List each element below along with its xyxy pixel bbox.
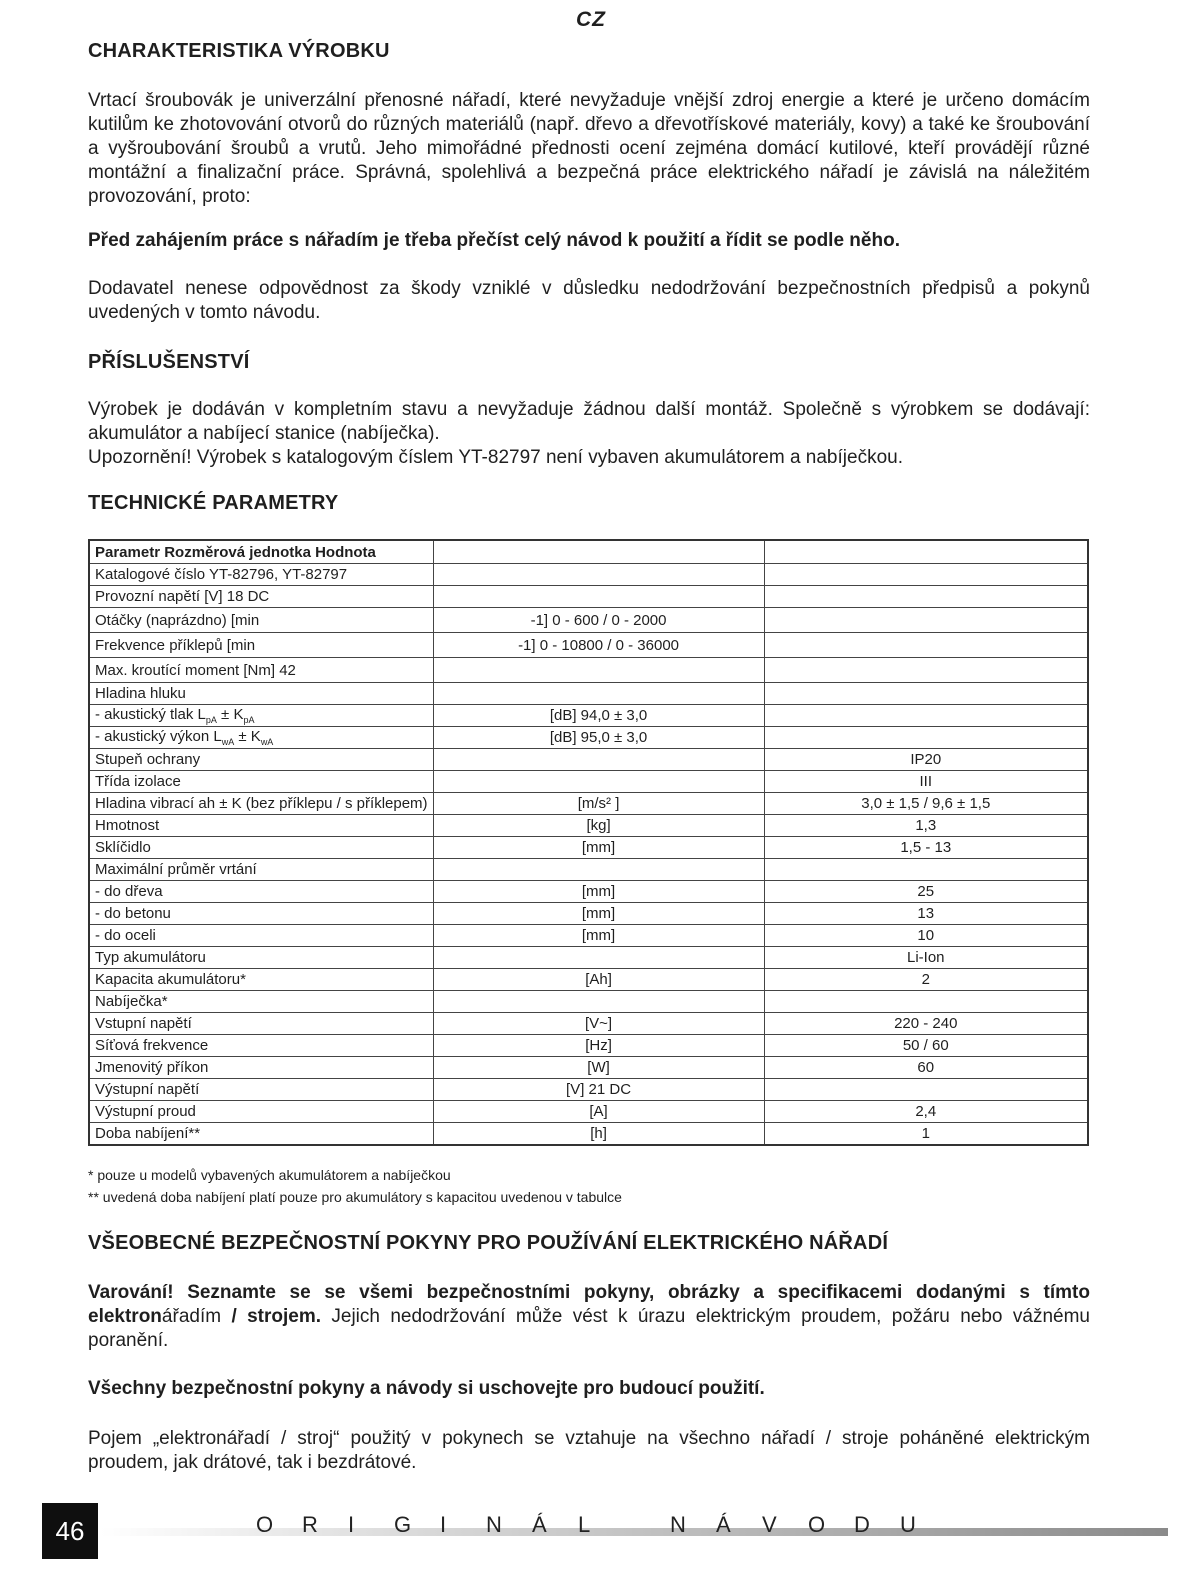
table-row	[89, 683, 1088, 705]
param-value-cell	[764, 658, 1088, 683]
table-header-row	[89, 540, 1088, 564]
param-name-cell: Typ akumulátoru	[89, 947, 433, 969]
table-row	[89, 925, 1088, 947]
param-name-cell: Otáčky (naprázdno) [min	[89, 608, 433, 633]
note-charging-time: ** uvedená doba nabíjení platí pouze pro akumulátory s kapacitou uvedenou v tabulce	[88, 1189, 622, 1205]
footer-title-letter: D	[854, 1512, 870, 1537]
table-row	[89, 1035, 1088, 1057]
note-charger: * pouze u modelů vybavených akumulátorem a nabíječkou	[88, 1167, 451, 1183]
param-value-cell: 25	[764, 881, 1088, 903]
param-value-cell: 220 - 240	[764, 1013, 1088, 1035]
param-unit-cell: [Ah]	[433, 969, 764, 991]
heading-safety: VŠEOBECNÉ BEZPEČNOSTNÍ POKYNY PRO POUŽÍVÁNÍ ELEKTRICKÉHO NÁŘADÍ	[88, 1232, 889, 1254]
table-row	[89, 1079, 1088, 1101]
footer-title-letter: I	[440, 1512, 447, 1537]
param-name-cell: Výstupní proud	[89, 1101, 433, 1123]
table-row	[89, 991, 1088, 1013]
param-name-cell: - do oceli	[89, 925, 433, 947]
table-row	[89, 658, 1088, 683]
table-row	[89, 881, 1088, 903]
main-content	[88, 40, 1090, 1475]
param-unit-cell: [h]	[433, 1123, 764, 1146]
param-value-cell: 2	[764, 969, 1088, 991]
footer-title-letter: R	[302, 1512, 318, 1537]
param-unit-cell: [mm]	[433, 903, 764, 925]
param-value-cell	[764, 991, 1088, 1013]
table-row	[89, 1057, 1088, 1079]
param-value-cell	[764, 586, 1088, 608]
param-unit-cell	[433, 947, 764, 969]
param-name-cell: Třída izolace	[89, 771, 433, 793]
param-name-cell: Frekvence příklepů [min	[89, 633, 433, 658]
footer-title-letter: Á	[532, 1512, 547, 1537]
footer-title-letter	[624, 1512, 670, 1538]
param-name-cell: Nabíječka*	[89, 991, 433, 1013]
paragraph-accessories-1: Výrobek je dodáván v kompletním stavu a nevyžaduje žádnou další montáž. Společně s výrobkem se dodávají: akumulátor a nabíjecí stanice (nabíječka).	[88, 399, 1090, 444]
param-name-cell: Vstupní napětí	[89, 1013, 433, 1035]
table-row	[89, 859, 1088, 881]
paragraph-supplier: Dodavatel nenese odpovědnost za škody vzniklé v důsledku nedodržování bezpečnostních předpisů a pokynů uvedených v tomto návodu.	[88, 278, 1090, 323]
table-row	[89, 947, 1088, 969]
param-value-cell	[764, 683, 1088, 705]
param-name-cell: Katalogové číslo YT-82796, YT-82797	[89, 564, 433, 586]
footer-title	[256, 1512, 946, 1538]
table-row	[89, 586, 1088, 608]
table-row	[89, 1101, 1088, 1123]
param-value-cell	[764, 564, 1088, 586]
param-unit-cell: [Hz]	[433, 1035, 764, 1057]
param-value-cell	[764, 608, 1088, 633]
safety-1-bold-b: / strojem.	[231, 1306, 322, 1327]
param-name-cell: Hmotnost	[89, 815, 433, 837]
footer-title-letter: L	[578, 1512, 591, 1537]
table-row	[89, 608, 1088, 633]
footer-title-letter: N	[670, 1512, 686, 1537]
paragraph-accessories-2: Upozornění! Výrobek s katalogovým číslem YT-82797 není vybaven akumulátorem a nabíječkou.	[88, 447, 903, 468]
footer-title-letter: O	[808, 1512, 826, 1537]
param-name-cell: Stupeň ochrany	[89, 749, 433, 771]
param-value-cell: 2,4	[764, 1101, 1088, 1123]
param-unit-cell	[433, 991, 764, 1013]
heading-accessories: PŘÍSLUŠENSTVÍ	[88, 351, 250, 373]
param-value-cell: 13	[764, 903, 1088, 925]
param-value-cell: 1	[764, 1123, 1088, 1146]
param-unit-cell: [A]	[433, 1101, 764, 1123]
param-name-cell: Sklíčidlo	[89, 837, 433, 859]
param-unit-cell: [m/s² ]	[433, 793, 764, 815]
safety-1-rest: Jejich nedodržování může vést k úrazu elektrickým proudem, požáru nebo vážnému poranění.	[88, 1306, 1090, 1351]
footer-title-letter: I	[348, 1512, 355, 1537]
param-name-cell: Jmenovitý příkon	[89, 1057, 433, 1079]
table-row	[89, 727, 1088, 749]
param-value-cell: 10	[764, 925, 1088, 947]
param-unit-cell: -1] 0 - 600 / 0 - 2000	[433, 608, 764, 633]
param-name-cell: Provozní napětí [V] 18 DC	[89, 586, 433, 608]
param-name-cell: - do dřeva	[89, 881, 433, 903]
table-header-cell: Parametr Rozměrová jednotka Hodnota	[89, 540, 433, 564]
table-notes	[88, 1164, 1090, 1208]
param-value-cell: 1,3	[764, 815, 1088, 837]
param-name-cell: - do betonu	[89, 903, 433, 925]
table-row	[89, 705, 1088, 727]
param-name-cell: Maximální průměr vrtání	[89, 859, 433, 881]
param-value-cell: III	[764, 771, 1088, 793]
accessories-block	[88, 398, 1090, 470]
param-unit-cell	[433, 586, 764, 608]
param-value-cell: 60	[764, 1057, 1088, 1079]
language-code: CZ	[576, 8, 606, 31]
param-unit-cell	[433, 749, 764, 771]
param-value-cell	[764, 727, 1088, 749]
table-row	[89, 969, 1088, 991]
table-row	[89, 633, 1088, 658]
param-name-cell: - akustický tlak $L_{pA} \pm K_{pA}$	[89, 705, 433, 727]
param-value-cell	[764, 633, 1088, 658]
param-name-cell: Max. kroutící moment [Nm] 42	[89, 658, 433, 683]
paragraph-warning: Před zahájením práce s nářadím je třeba přečíst celý návod k použití a řídit se podle něho.	[88, 230, 900, 251]
param-unit-cell: [W]	[433, 1057, 764, 1079]
paragraph-safety-2: Všechny bezpečnostní pokyny a návody si uschovejte pro budoucí použití.	[88, 1378, 765, 1399]
paragraph-safety-3: Pojem „elektronářadí / stroj“ použitý v pokynech se vztahuje na všechno nářadí / stroje poháněné elektrickým proudem, jak drátové, tak i bezdrátové.	[88, 1428, 1090, 1473]
heading-characteristics: CHARAKTERISTIKA VÝROBKU	[88, 40, 390, 62]
param-unit-cell: [V~]	[433, 1013, 764, 1035]
param-name-cell: Hladina vibrací ah ± K (bez příklepu / s příklepem)	[89, 793, 433, 815]
param-value-cell: 50 / 60	[764, 1035, 1088, 1057]
param-unit-cell: [kg]	[433, 815, 764, 837]
param-name-cell: Hladina hluku	[89, 683, 433, 705]
table-row	[89, 793, 1088, 815]
param-unit-cell: -1] 0 - 10800 / 0 - 36000	[433, 633, 764, 658]
param-unit-cell	[433, 771, 764, 793]
param-unit-cell: [mm]	[433, 925, 764, 947]
table-row	[89, 564, 1088, 586]
table-row	[89, 815, 1088, 837]
footer-title-letter: G	[394, 1512, 412, 1537]
param-unit-cell: [dB] 94,0 ± 3,0	[433, 705, 764, 727]
param-value-cell	[764, 1079, 1088, 1101]
table-row	[89, 771, 1088, 793]
param-unit-cell: [mm]	[433, 881, 764, 903]
parameters-table	[88, 539, 1089, 1146]
param-unit-cell	[433, 683, 764, 705]
table-cell	[764, 540, 1088, 564]
footer-title-letter: N	[486, 1512, 502, 1537]
safety-1-normal: ářadím	[161, 1306, 232, 1327]
param-value-cell: 1,5 - 13	[764, 837, 1088, 859]
param-value-cell: 3,0 ± 1,5 / 9,6 ± 1,5	[764, 793, 1088, 815]
heading-technical: TECHNICKÉ PARAMETRY	[88, 492, 339, 514]
footer-title-letter: U	[900, 1512, 916, 1537]
table-row	[89, 1123, 1088, 1146]
footer-title-letter: Á	[716, 1512, 731, 1537]
page-number: 46	[42, 1503, 98, 1559]
table-row	[89, 749, 1088, 771]
paragraph-safety-1	[88, 1281, 1090, 1353]
footer-title-letter: V	[762, 1512, 777, 1537]
param-name-cell: - akustický výkon $L_{wA} \pm K_{wA}$	[89, 727, 433, 749]
param-unit-cell: [mm]	[433, 837, 764, 859]
param-name-cell: Kapacita akumulátoru*	[89, 969, 433, 991]
paragraph-intro: Vrtací šroubovák je univerzální přenosné nářadí, které nevyžaduje vnější zdroj energie a které je určeno domácím kutilům ke zhotovování otvorů do různých materiálů (např. dřevo a dřevotřískové materiály, kovy) a také ke šroubování a vyšroubování šroubů a vrutů. Jeho mimořádné přednosti ocení zejména domácí kutilové, kteří provádějí různé montážní a finalizační práce. Správná, spolehlivá a bezpečná práce elektrického nářadí je závislá na náležitém provozování, proto:	[88, 90, 1090, 207]
param-value-cell	[764, 859, 1088, 881]
param-value-cell	[764, 705, 1088, 727]
param-name-cell: Výstupní napětí	[89, 1079, 433, 1101]
table-row	[89, 837, 1088, 859]
param-unit-cell	[433, 859, 764, 881]
table-row	[89, 903, 1088, 925]
param-value-cell: Li-Ion	[764, 947, 1088, 969]
param-unit-cell	[433, 564, 764, 586]
param-unit-cell: [V] 21 DC	[433, 1079, 764, 1101]
footer-title-letter: O	[256, 1512, 274, 1537]
param-name-cell: Síťová frekvence	[89, 1035, 433, 1057]
table-cell	[433, 540, 764, 564]
safety-1-bold: Varování! Seznamte se se všemi bezpečnostními pokyny, obrázky a specifikacemi dodanými s tímto elektron	[88, 1282, 1090, 1327]
param-name-cell: Doba nabíjení**	[89, 1123, 433, 1146]
table-row	[89, 1013, 1088, 1035]
param-unit-cell: [dB] 95,0 ± 3,0	[433, 727, 764, 749]
param-value-cell: IP20	[764, 749, 1088, 771]
param-unit-cell	[433, 658, 764, 683]
